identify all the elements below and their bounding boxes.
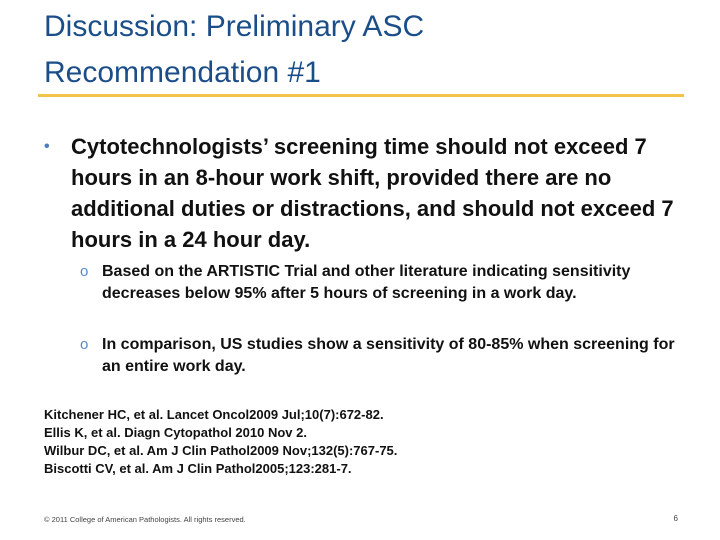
- sub-bullet-text: Based on the ARTISTIC Trial and other literature indicating sensitivity decreases below 95% after 5 hours of screening in a work day.: [102, 263, 631, 302]
- hollow-circle-icon: o: [80, 263, 89, 280]
- page-number: 6: [673, 514, 678, 523]
- footer-copyright: © 2011 College of American Pathologists. All rights reserved.: [44, 515, 246, 524]
- title-line-1: Discussion: Preliminary ASC: [44, 10, 425, 43]
- title-divider: [38, 94, 684, 97]
- reference-item: Ellis K, et al. Diagn Cytopathol 2010 Nov 2.: [44, 425, 307, 440]
- bullet-dot-icon: •: [44, 138, 50, 155]
- main-bullet: [44, 131, 684, 255]
- slide-title: [44, 4, 694, 96]
- sub-bullet-1: [80, 261, 680, 305]
- reference-item: Kitchener HC, et al. Lancet Oncol2009 Jul;10(7):672-82.: [44, 407, 384, 422]
- sub-bullet-2: [80, 334, 680, 378]
- title-line-2: Recommendation #1: [44, 56, 321, 89]
- hollow-circle-icon: o: [80, 336, 89, 353]
- reference-item: Wilbur DC, et al. Am J Clin Pathol2009 Nov;132(5):767-75.: [44, 443, 398, 458]
- reference-item: Biscotti CV, et al. Am J Clin Pathol2005;123:281-7.: [44, 461, 352, 476]
- main-bullet-text: Cytotechnologists’ screening time should not exceed 7 hours in an 8-hour work shift, provided there are no additional duties or distractions, and should not exceed 7 hours in a 24 hour day.: [71, 134, 674, 252]
- sub-bullet-text: In comparison, US studies show a sensitivity of 80-85% when screening for an entire work day.: [102, 336, 675, 375]
- references: [44, 406, 684, 478]
